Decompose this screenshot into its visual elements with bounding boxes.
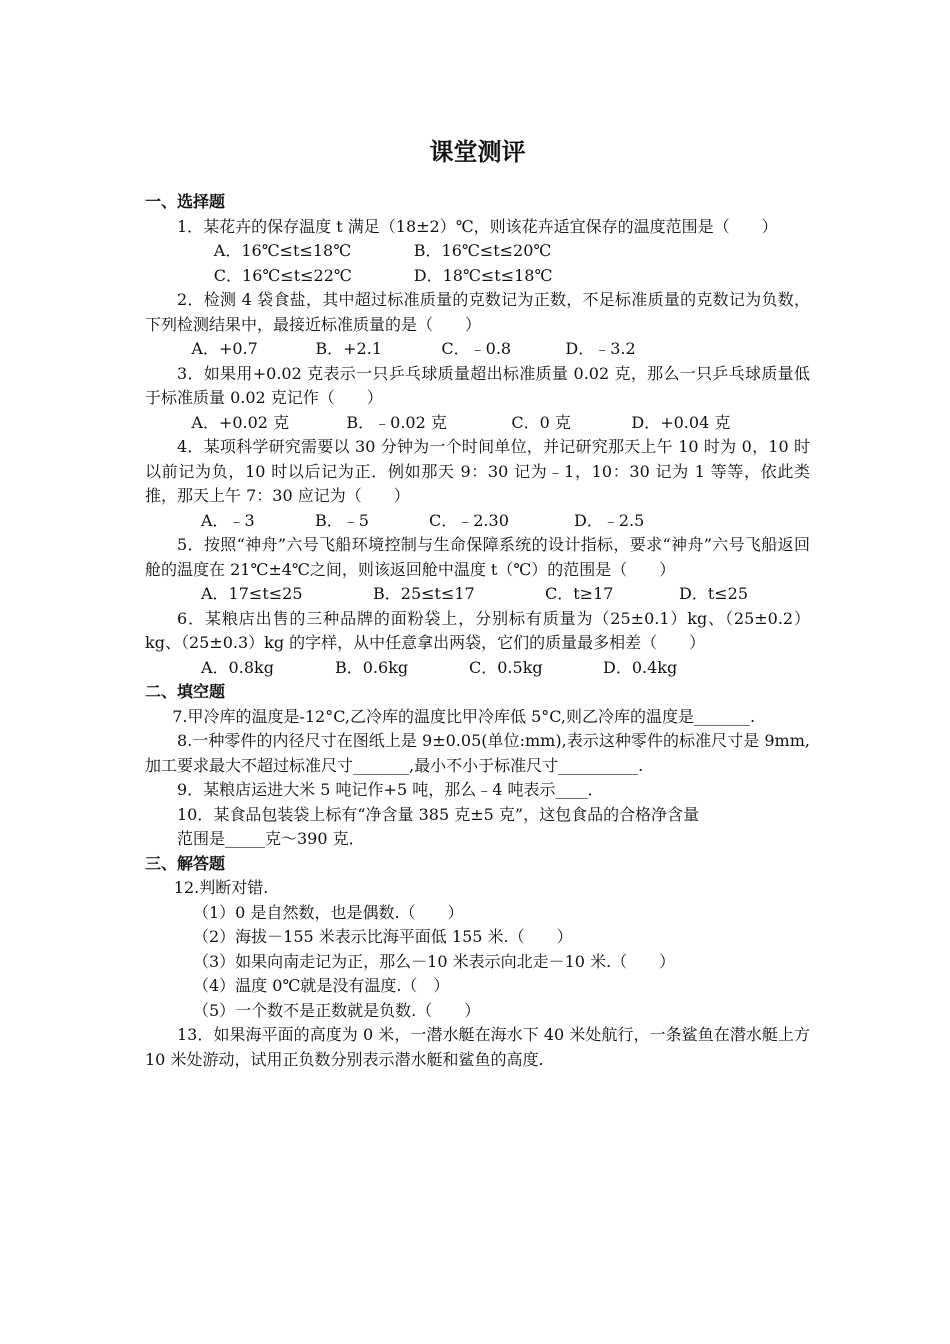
question-6-options [145, 656, 810, 681]
question-5-options [145, 582, 810, 607]
option-b: B．16℃≤t≤20℃ [413, 241, 552, 260]
option-b: B．0.6kg [335, 657, 409, 677]
option-b: B．﹣0.02 克 [346, 412, 447, 432]
option-a: A．0.8kg [201, 657, 274, 677]
question-9: 9．某粮店运进大米 5 吨记作+5 吨，那么﹣4 吨表示____． [177, 780, 604, 799]
question-3-options [145, 411, 810, 436]
section-heading-fill-in: 二、填空题 [145, 682, 226, 701]
worksheet-content [145, 136, 810, 1072]
question-2-options [145, 337, 810, 362]
option-c: C．16℃≤t≤22℃ [213, 265, 352, 285]
option-c: C．﹣2.30 [429, 510, 509, 530]
question-12-item-4: （4）温度 0℃就是没有温度.（ ） [193, 976, 450, 995]
option-b: B．﹣5 [315, 510, 369, 530]
option-d: D．18℃≤t≤18℃ [413, 265, 553, 285]
option-c: C．0.5kg [469, 657, 543, 677]
question-10-line-1: 10．某食品包装袋上标有“净含量 385 克±5 克”，这包食品的合格净含量 [177, 804, 700, 824]
option-d: D．﹣2.5 [574, 510, 645, 530]
option-c: C．t≥17 [545, 584, 614, 603]
question-8: 8.一种零件的内径尺寸在图纸上是 9±0.05(单位:mm),表示这种零件的标准尺寸是 9mm,加工要求最大不超过标准尺寸_______,最小不小于标准尺寸__________. [145, 731, 810, 775]
question-4-options [145, 509, 810, 534]
section-heading-choice: 一、选择题 [145, 192, 226, 211]
question-2: 2．检测 4 袋食盐，其中超过标准质量的克数记为正数，不足标准质量的克数记为负数，下列检测结果中，最接近标准质量的是（ ） [145, 290, 810, 334]
question-5: 5．按照“神舟”六号飞船环境控制与生命保障系统的设计指标，要求“神舟”六号飞船返回舱的温度在 21℃±4℃之间，则该返回舱中温度 t（℃）的范围是（ ） [145, 535, 810, 579]
option-a: A．16℃≤t≤18℃ [213, 241, 352, 260]
question-1-options-row-1 [145, 239, 810, 264]
option-a: A．﹣3 [201, 510, 255, 530]
section-heading-answer: 三、解答题 [145, 853, 226, 873]
question-10-line-2: 范围是_____克～390 克． [177, 829, 365, 848]
option-a: A．+0.02 克 [191, 412, 290, 432]
option-c: C．﹣0.8 [441, 339, 512, 358]
option-a: A．+0.7 [191, 339, 258, 358]
question-1: 1．某花卉的保存温度 t 满足（18±2）℃，则该花卉适宜保存的温度范围是（ ） [177, 216, 778, 236]
question-12-item-5: （5）一个数不是正数就是负数.（ ） [193, 1000, 481, 1020]
question-3: 3．如果用+0.02 克表示一只乒乓球质量超出标准质量 0.02 克，那么一只乒乓球质量低于标准质量 0.02 克记作（ ） [145, 363, 810, 407]
option-d: D．﹣3.2 [565, 339, 636, 358]
option-a: A．17≤t≤25 [201, 584, 303, 603]
question-12: 12.判断对错. [173, 878, 269, 897]
page-title: 课堂测评 [429, 138, 526, 166]
question-12-item-3: （3）如果向南走记为正，那么－10 米表示向北走－10 米.（ ） [193, 951, 676, 971]
question-12-item-1: （1）0 是自然数，也是偶数.（ ） [193, 902, 464, 922]
option-d: D．+0.04 克 [631, 412, 731, 432]
option-b: B．25≤t≤17 [373, 584, 475, 603]
option-d: D．0.4kg [603, 657, 678, 677]
question-13: 13．如果海平面的高度为 0 米，一潜水艇在海水下 40 米处航行，一条鲨鱼在潜水艇上方 10 米处游动，试用正负数分别表示潜水艇和鲨鱼的高度. [145, 1025, 810, 1069]
question-1-options-row-2 [145, 264, 810, 289]
option-b: B．+2.1 [315, 339, 383, 358]
question-12-item-2: （2）海拔－155 米表示比海平面低 155 米.（ ） [193, 927, 573, 946]
question-6: 6．某粮店出售的三种品牌的面粉袋上，分别标有质量为（25±0.1）kg、（25±0.2）kg、（25±0.3）kg 的字样，从中任意拿出两袋，它们的质量最多相差（ ） [145, 608, 810, 652]
question-4: 4．某项科学研究需要以 30 分钟为一个时间单位，并记研究那天上午 10 时为 0，10 时以前记为负，10 时以后记为正．例如那天 9：30 记为﹣1，10：30 记为 1 等等，依此类推，那天上午 7：30 应记为（ ） [145, 437, 810, 505]
question-7: 7.甲冷库的温度是-12°C,乙冷库的温度比甲冷库低 5°C,则乙冷库的温度是_______. [172, 706, 756, 726]
option-d: D．t≤25 [679, 584, 749, 603]
option-c: C．0 克 [511, 412, 571, 432]
